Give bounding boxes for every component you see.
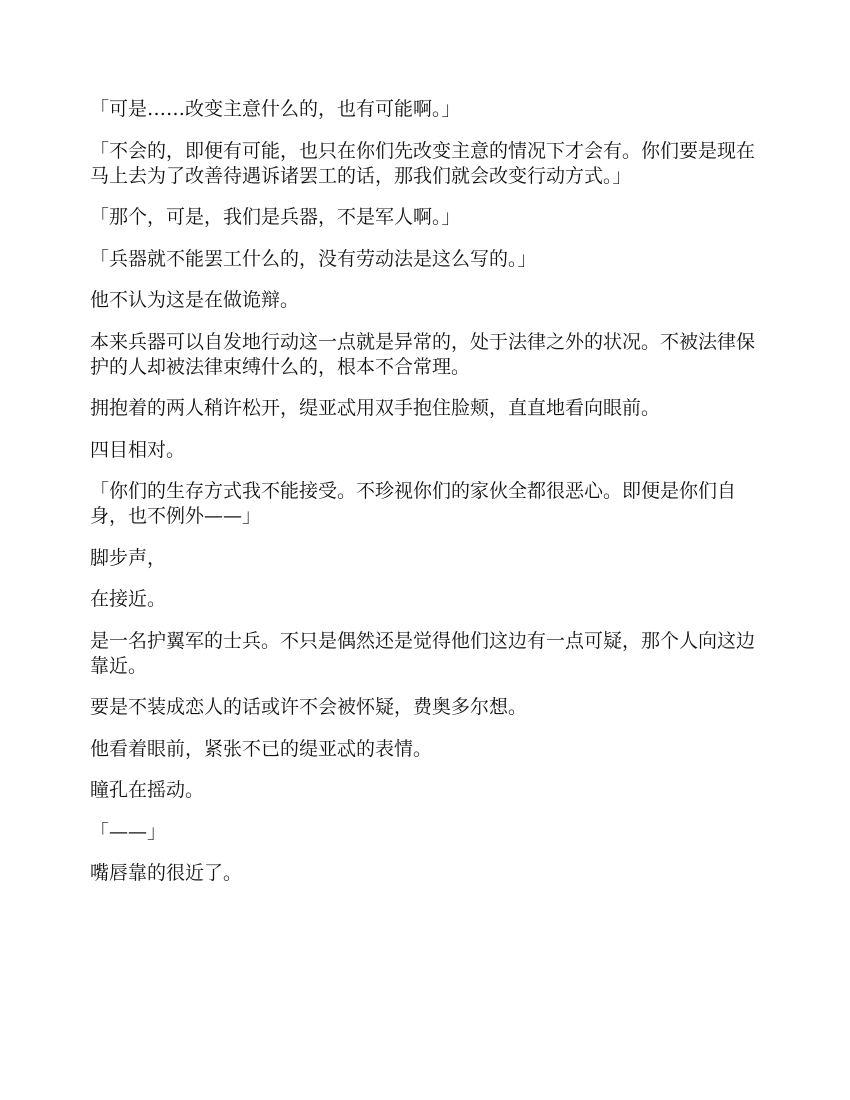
paragraph: 脚步声，	[90, 546, 167, 569]
paragraph: 是一名护翼军的士兵。不只是偶然还是觉得他们这边有一点可疑，那个人向这边靠近。	[90, 629, 756, 677]
paragraph: 「那个，可是，我们是兵器，不是军人啊。」	[90, 206, 461, 228]
paragraph: 拥抱着的两人稍许松开，缇亚忒用双手抱住脸颊，直直地看向眼前。	[90, 397, 661, 419]
paragraph: 在接近。	[90, 588, 167, 610]
document-page	[90, 97, 755, 903]
paragraph: 「兵器就不能罢工什么的，没有劳动法是这么写的。」	[90, 247, 537, 270]
paragraph: 他不认为这是在做诡辩。	[90, 289, 300, 311]
paragraph: 瞳孔在摇动。	[90, 779, 205, 801]
paragraph: 「——」	[90, 820, 167, 843]
paragraph: 四目相对。	[90, 438, 186, 461]
paragraph: 「可是……改变主意什么的，也有可能啊。」	[90, 98, 461, 120]
paragraph: 「不会的，即便有可能，也只在你们先改变主意的情况下才会有。你们要是现在马上去为了改善待遇诉诸罢工的话，那我们就会改变行动方式。」	[90, 139, 756, 187]
paragraph: 要是不装成恋人的话或许不会被怀疑，费奥多尔想。	[90, 696, 528, 718]
paragraph: 嘴唇靠的很近了。	[90, 862, 243, 884]
paragraph: 「你们的生存方式我不能接受。不珍视你们的家伙全都很恶心。即便是你们自身，也不例外——」	[90, 480, 737, 527]
paragraph: 本来兵器可以自发地行动这一点就是异常的，处于法律之外的状况。不被法律保护的人却被法律束缚什么的，根本不合常理。	[90, 330, 756, 378]
paragraph: 他看着眼前，紧张不已的缇亚忒的表情。	[90, 737, 433, 760]
